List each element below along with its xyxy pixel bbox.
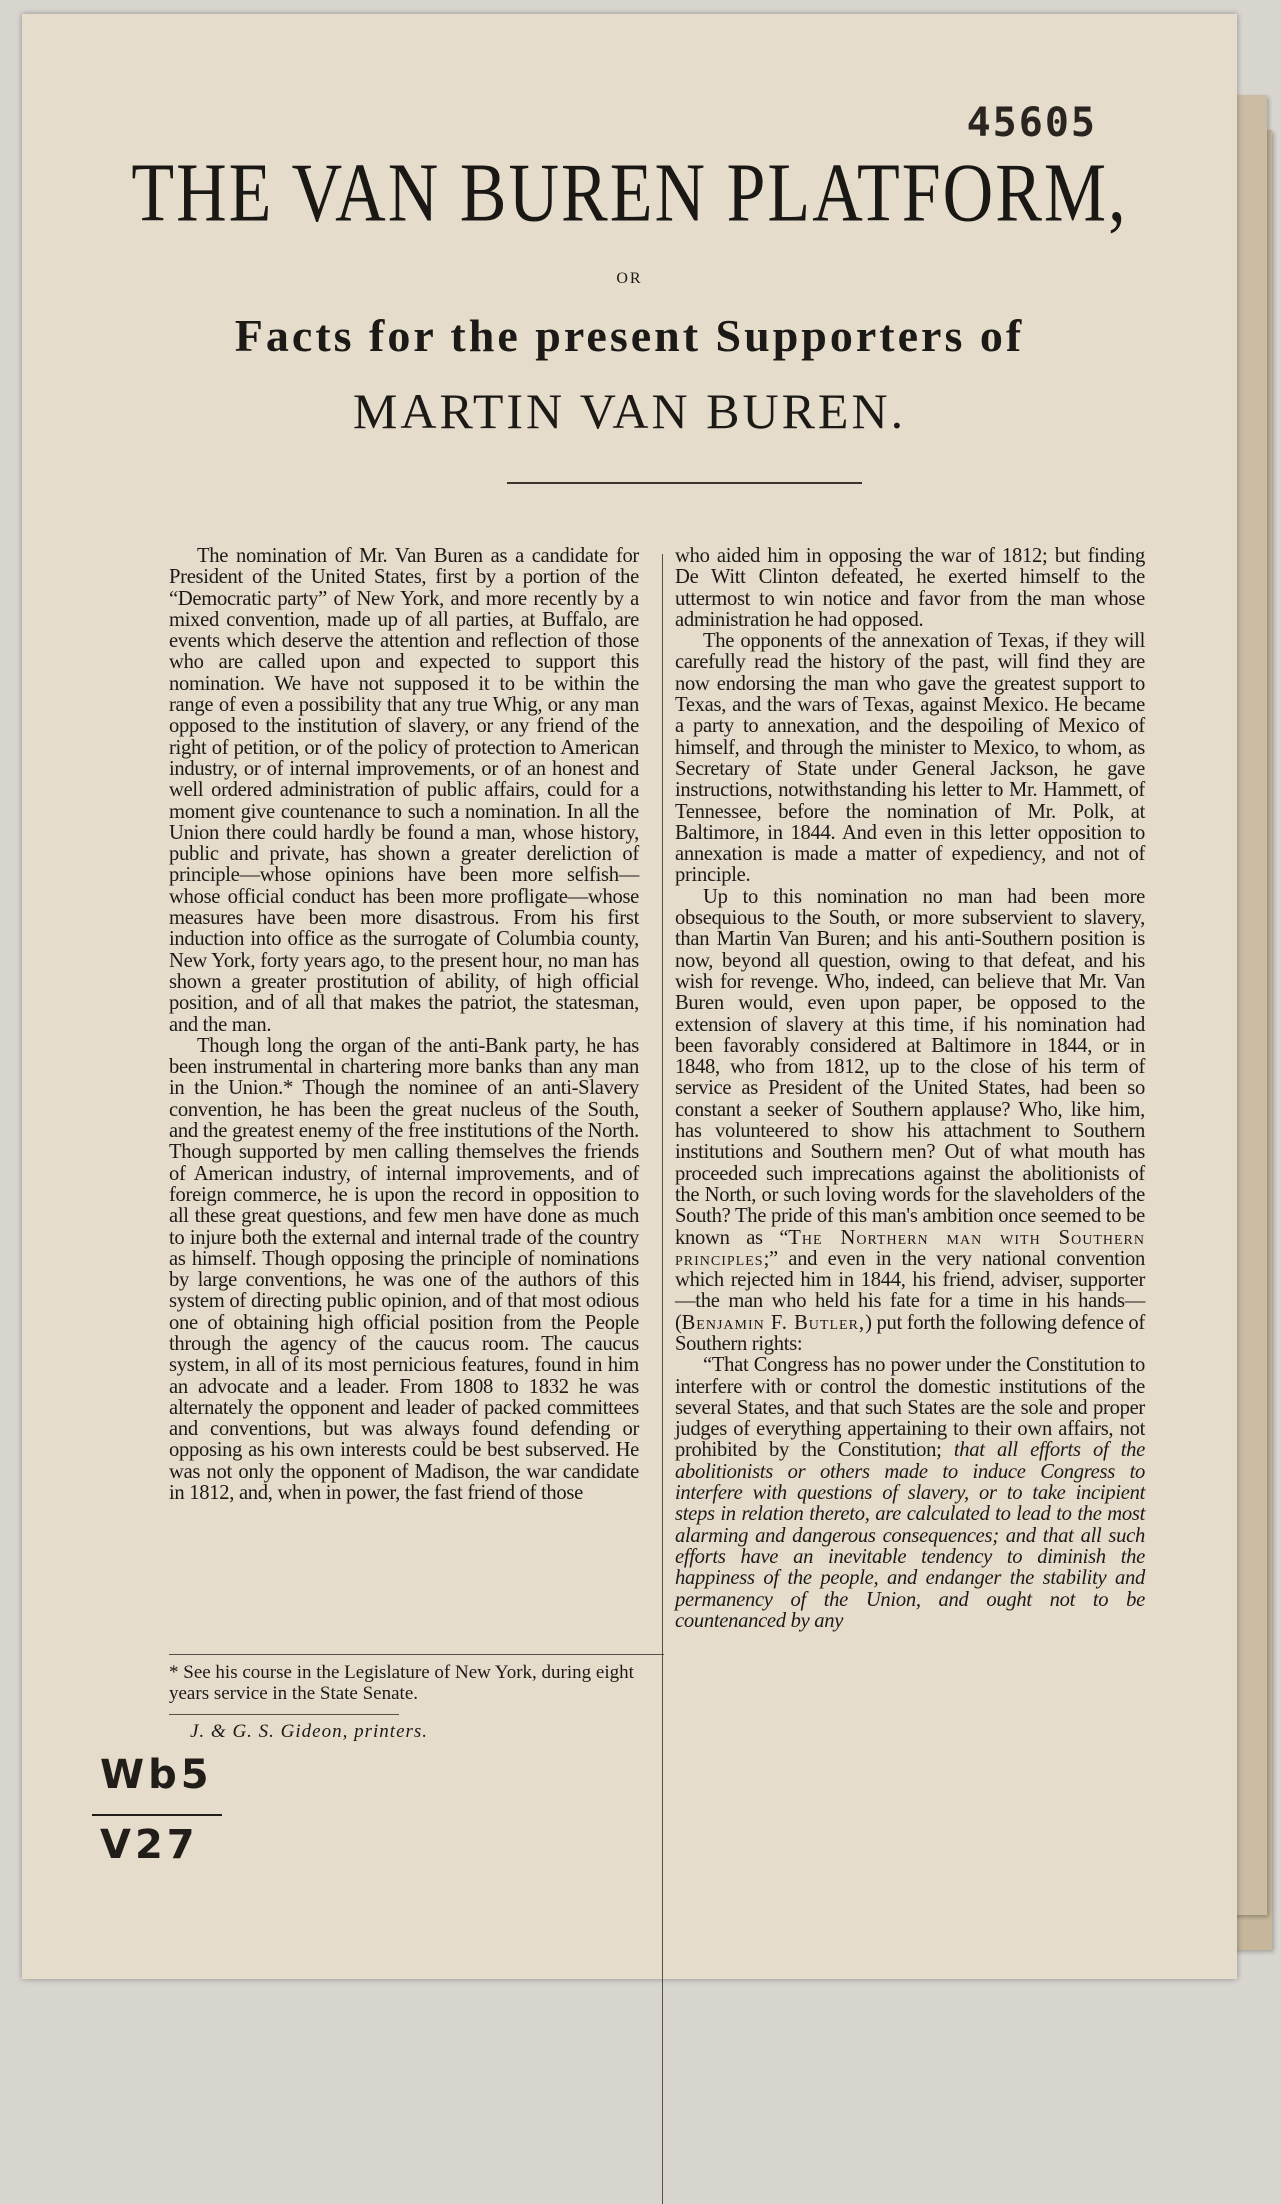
footnote-text: * See his course in the Legislature of New York, during eight years service in the State Senate. [169,1662,634,1704]
italic-run: that all efforts of the abolitionists or others made to induce Congress to interfere with questions of slavery, or to take incipient steps in relation thereto, are calculated to lead to the most alarming and dangerous consequences; and that all such efforts have an inevitable tendency to diminish the happiness of the people, and endanger the stability and permanency of the Union, and ought not to be countenanced by any [675,1439,1145,1632]
title-rule [507,482,862,484]
page-subtitle: Facts for the present Supporters of [234,310,1025,361]
pamphlet-page [22,14,1237,1979]
catalog-number: 45605 [966,100,1097,146]
candidate-name: MARTIN VAN BUREN. [352,383,907,439]
footnote [169,1662,639,1704]
printer-imprint: J. & G. S. Gideon, printers. [190,1721,429,1742]
title-or: OR [616,270,643,287]
small-caps-name: Benjamin F. Butler, [681,1311,866,1334]
text-run: ) put forth the following defence of Southern rights: [675,1311,1145,1355]
footnote-rule [169,1654,664,1655]
printer-rule [169,1714,399,1715]
small-caps-phrase: The Northern man with Southern principles [675,1226,1145,1270]
paragraph: The opponents of the annexation of Texas, if they will carefully read the history of the past, will find they are now endorsing the man who gave the greatest support to Texas, and the wars of Texas, against Mexico. He became a party to annexation, and the despoiling of Mexico of himself, and through the minister to Mexico, to whom, as Secretary of State under General Jackson, he gave instructions, notwithstanding his letter to Mr. Hammett, of Tennessee, before the nomination of Mr. Polk, at Baltimore, in 1844. And even in this letter opposition to annexation is made a matter of expediency, and not of principle. [675,630,1145,887]
column-divider [662,554,663,2204]
handwritten-shelfmark: Wb5 [100,1752,213,1798]
right-column [675,546,1145,1632]
text-run: “That Congress has no power under the Constitution to interfere with or control the domestic institutions of the several States, and that such States are the sole and proper judges of everything appertaining to their own affairs, not prohibited by the Constitution; [675,1354,1145,1462]
paragraph: Though long the organ of the anti-Bank party, he has been instrumental in chartering more banks than any man in the Union.* Though the nominee of an anti-Slavery convention, he has been the great nucleus of the South, and the greatest enemy of the free institutions of the North. Though supported by men calling themselves the friends of American industry, of internal improvements, and of foreign commerce, he is upon the record in opposition to all these great questions, and few men have done as much to injure both the external and internal trade of the country as himself. Though opposing the principle of nominations by large conventions, he was one of the authors of this system of directing public opinion, and of that most odious one of obtaining high official position from the People through the agency of the caucus room. The caucus system, in all of its most pernicious features, found in him an advocate and a leader. From 1808 to 1832 he was alternately the opponent and leader of packed committees and conventions, but was always found defending or opposing as his own interests could be best subserved. He was not only the opponent of Madison, the war candidate in 1812, and, when in power, the fast friend of those [169,1034,639,1505]
paragraph: The nomination of Mr. Van Buren as a candidate for President of the United States, first by a portion of the “Democratic party” of New York, and more recently by a mixed convention, made up of all parties, at Buffalo, are events which deserve the attention and reflection of those who are called upon and expected to support this nomination. We have not supposed it to be within the range of even a possibility that any true Whig, or any man opposed to the institution of slavery, or any friend of the right of petition, or of the policy of protection to American industry, or of internal improvements, or of an honest and well ordered administration of public affairs, could for a moment give countenance to such a nomination. In all the Union there could hardly be found a man, whose history, public and private, has shown a greater dereliction of principle—whose opinions have been more selfish—whose official conduct has been more profligate—whose measures have been more disastrous. From his first induction into office as the surrogate of Columbia county, New York, forty years ago, to the present hour, no man has shown a greater prostitution of ability, of high official position, and of all that makes the patriot, the statesman, and the man. [169,545,639,1036]
handwritten-underline [92,1814,222,1816]
quotation [675,1355,1145,1632]
paragraph [675,887,1145,1356]
text-run: Up to this nomination no man had been more obsequious to the South, or more subservient to slavery, than Martin Van Buren; and his anti-Southern position is now, beyond all question, owing to that defeat, and his wish for revenge. Who, indeed, can believe that Mr. Van Buren would, even upon paper, be opposed to the extension of slavery at this time, if his nomination had been favorably considered at Baltimore in 1844, or in 1848, who from 1812, up to the close of his term of service as President of the United States, had been so constant a seeker of Southern applause? Who, like him, has volunteered to show his attachment to Southern institutions and Southern men? Out of what mouth has proceeded such imprecations against the abolitionists of the North, or such loving words for the slaveholders of the South? The pride of this man's ambition once seemed to be known as “ [675,885,1145,1249]
left-column [169,546,639,1504]
text-run: ;” and even in the very national convention which rejected him in 1844, his friend, adviser, supporter—the man who held his fate for a time in his hands—( [675,1247,1145,1334]
handwritten-shelfmark: V27 [100,1822,199,1868]
paragraph: who aided him in opposing the war of 1812; but finding De Witt Clinton defeated, he exerted himself to the uttermost to win notice and favor from the man whose administration he had opposed. [675,545,1145,631]
page-title: THE VAN BUREN PLATFORM, [131,147,1128,240]
